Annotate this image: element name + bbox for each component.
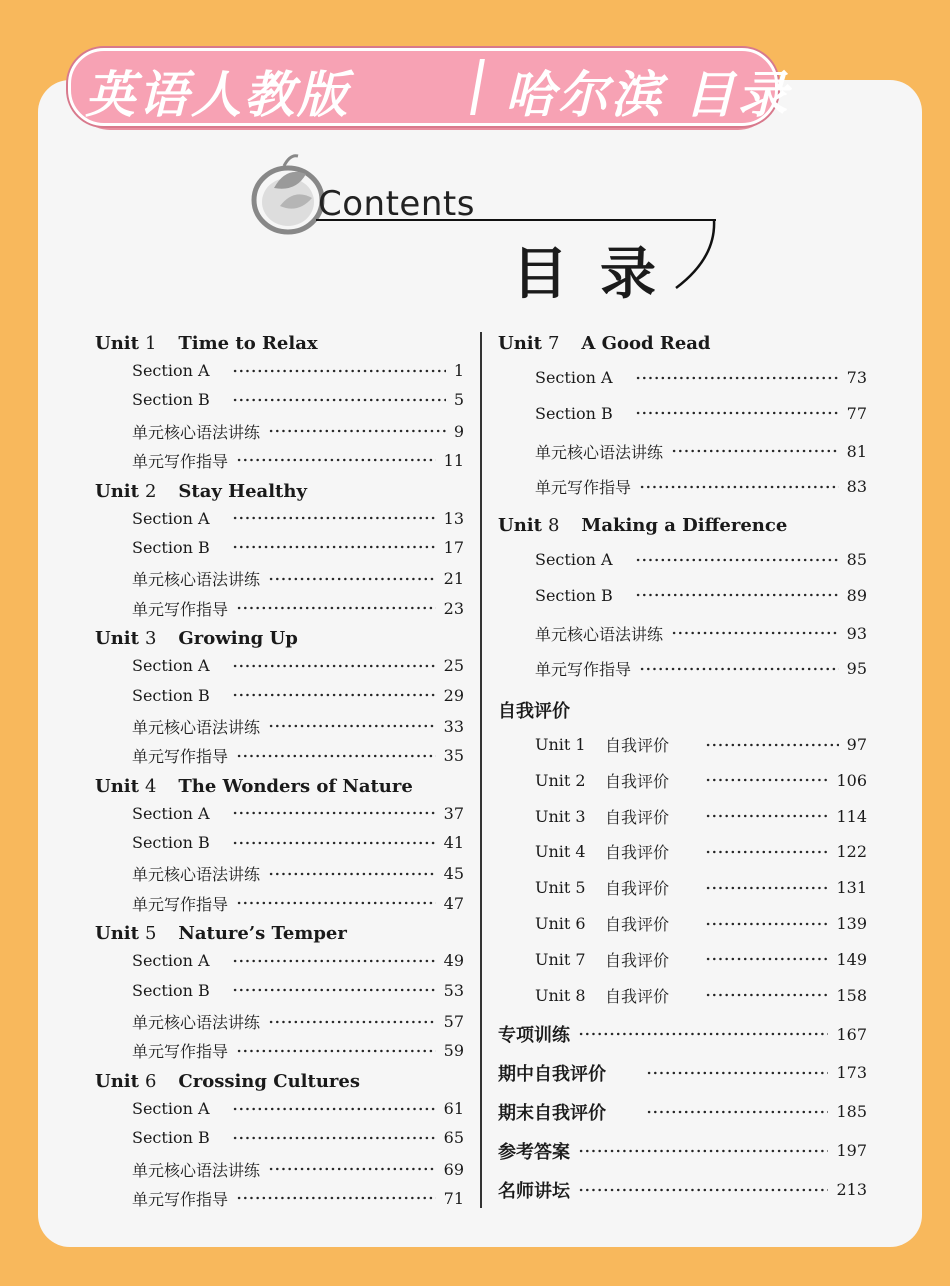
leader-dots [635,404,839,422]
page-number: 167 [836,1024,867,1044]
leader-dots [646,1103,828,1121]
page-number: 9 [453,421,464,441]
leader-dots [232,686,436,704]
toc-entry[interactable] [132,862,464,885]
toc-entry[interactable] [498,1177,867,1203]
unit-word: Unit [95,333,139,354]
page-number: 95 [846,659,867,679]
toc-entry[interactable] [132,1158,464,1181]
page-number: 114 [836,806,867,826]
leader-dots [232,1100,436,1118]
entry-label: 单元写作指导 [132,1042,229,1062]
entry-unit: Unit 4 [535,842,586,862]
entry-label: Section A [132,803,210,823]
toc-entry[interactable] [535,805,867,828]
toc-entry[interactable] [535,622,867,645]
leader-dots [232,834,436,852]
leader-dots [236,1042,436,1060]
leader-dots [705,807,828,825]
leader-dots [705,950,828,968]
page-number: 89 [846,585,867,605]
leader-dots [232,981,436,999]
leader-dots [236,1189,436,1207]
entry-label: 名师讲坛 [498,1180,570,1202]
leader-dots [635,369,839,387]
page-number: 83 [846,477,867,497]
leader-dots [236,599,436,617]
toc-entry[interactable] [132,1099,464,1118]
page-number: 5 [453,390,464,410]
contents-heading: Contents [318,184,475,224]
leader-dots [578,1142,828,1160]
entry-label: Section A [132,1099,210,1118]
leader-dots [268,1013,436,1031]
unit-word: Unit [95,923,139,945]
toc-entry[interactable] [132,686,464,705]
unit-heading [95,628,298,649]
unit-heading [95,1071,360,1092]
leader-dots [705,736,839,754]
page-number: 69 [443,1159,464,1179]
leader-dots [671,624,839,642]
leader-dots [268,570,436,588]
page-number: 17 [443,537,464,557]
leader-dots [578,1025,828,1043]
leader-dots [705,771,828,789]
leader-dots [268,422,446,440]
leader-dots [236,894,436,912]
entry-label: Section A [535,550,613,569]
page-number: 213 [836,1180,867,1200]
toc-entry[interactable] [132,449,464,472]
entry-label: Section B [132,1128,210,1148]
leader-dots [705,843,828,861]
page-number: 37 [443,803,464,823]
page-number: 185 [836,1102,867,1122]
leader-dots [639,478,839,496]
toc-entry[interactable] [498,1138,867,1164]
leader-dots [646,1064,828,1082]
title-banner [68,48,791,126]
page-number: 21 [443,569,464,589]
entry-label: 自我评价 [605,771,670,791]
leader-dots [232,509,436,527]
entry-label: 期中自我评价 [498,1063,606,1085]
page-number: 57 [443,1012,464,1031]
toc-entry[interactable] [132,538,464,557]
page-number: 131 [836,878,867,898]
leader-dots [232,952,436,970]
toc-entry[interactable] [535,657,867,680]
entry-label: 单元核心语法讲练 [132,717,261,737]
toc-entry[interactable] [132,390,464,409]
page-number: 33 [443,716,464,736]
toc-entry[interactable] [498,1099,867,1125]
entry-label: 期末自我评价 [498,1102,606,1124]
leader-dots [635,586,839,604]
page-number: 25 [443,656,464,676]
unit-heading [95,333,318,354]
unit-heading [95,481,307,502]
toc-entry[interactable] [132,420,464,443]
leader-dots [578,1181,828,1199]
page-number: 1 [453,361,464,380]
page-number: 97 [846,735,867,754]
banner-city-title: 哈尔滨 目录 [505,66,791,124]
toc-entry[interactable] [535,440,867,463]
unit-number: 6 [144,1071,157,1092]
page-number: 49 [443,951,464,971]
page-number: 197 [836,1141,867,1161]
entry-unit: Unit 7 [535,949,586,969]
toc-entry[interactable] [535,840,867,863]
page-number: 23 [443,598,464,618]
toc-entry[interactable] [498,1060,867,1086]
entry-label: Section B [535,585,613,605]
unit-number: 8 [547,515,560,536]
leader-dots [236,451,436,469]
toc-entry[interactable] [535,550,867,569]
leader-dots [635,551,839,569]
entry-label: 参考答案 [498,1141,570,1163]
entry-label: Section A [132,508,210,528]
unit-title: Growing Up [178,628,298,650]
page-number: 73 [846,368,867,387]
unit-heading [95,923,347,944]
entry-label: Section B [132,390,210,410]
toc-entry[interactable] [132,951,464,970]
entry-label: 单元写作指导 [132,747,229,767]
leader-dots [232,657,436,675]
page-number: 61 [443,1099,464,1118]
toc-entry[interactable] [132,1039,464,1062]
toc-entry[interactable] [535,769,867,792]
entry-label: 单元写作指导 [132,451,229,471]
leader-dots [639,660,839,678]
page-number: 47 [443,893,464,913]
entry-label: 单元写作指导 [132,599,229,619]
entry-label: 单元写作指导 [535,478,632,498]
unit-heading [498,333,711,354]
page-number: 106 [836,770,867,790]
unit-number: 7 [547,333,560,354]
toc-entry[interactable] [132,1187,464,1210]
entry-label: Section B [132,685,210,705]
entry-unit: Unit 2 [535,770,586,790]
toc-entry[interactable] [132,597,464,620]
entry-label: 专项训练 [498,1025,570,1046]
entry-label: 自我评价 [605,843,670,863]
unit-title: Stay Healthy [178,480,307,502]
toc-entry[interactable] [132,981,464,1000]
entry-unit: Unit 8 [535,985,586,1005]
unit-word: Unit [95,480,139,502]
unit-number: 1 [144,333,157,354]
page-number: 158 [836,985,867,1005]
entry-label: Section A [132,656,210,676]
leader-dots [268,1160,436,1178]
leader-dots [705,879,828,897]
unit-number: 3 [144,628,157,650]
unit-title: Making a Difference [581,515,788,536]
toc-entry[interactable] [132,804,464,823]
toc-entry[interactable] [535,876,867,899]
entry-label: Section B [132,537,210,557]
page-number: 71 [443,1188,464,1208]
leader-dots [232,362,446,380]
entry-label: 自我评价 [605,879,670,899]
entry-label: 自我评价 [605,950,670,970]
entry-label: 单元核心语法讲练 [535,624,664,644]
toc-entry[interactable] [132,892,464,915]
leader-dots [232,804,436,822]
page-number: 45 [443,864,464,884]
entry-label: 单元写作指导 [132,1189,229,1209]
entry-label: 单元写作指导 [535,660,632,680]
toc-entry[interactable] [132,1010,464,1033]
toc-entry[interactable] [535,733,867,756]
leader-dots [671,442,839,460]
toc-entry[interactable] [535,948,867,971]
unit-word: Unit [95,775,139,797]
unit-title: The Wonders of Nature [178,775,413,797]
entry-label: 单元写作指导 [132,894,229,914]
entry-label: 单元核心语法讲练 [132,1013,261,1032]
leader-dots [268,717,436,735]
unit-number: 2 [144,480,157,502]
toc-entry[interactable] [535,912,867,935]
entry-label: Section B [132,833,210,853]
page-number: 65 [443,1128,464,1148]
unit-title: A Good Read [581,333,711,354]
entry-label: 单元核心语法讲练 [535,442,664,462]
leader-dots [232,391,446,409]
entry-label: 单元核心语法讲练 [132,1160,261,1180]
entry-label: 单元核心语法讲练 [132,865,261,885]
page-number: 85 [846,550,867,569]
unit-title: Nature’s Temper [178,923,347,945]
page-number: 41 [443,833,464,853]
entry-label: Section B [132,980,210,1000]
entry-label: Section A [132,951,210,971]
entry-label: 自我评价 [605,807,670,827]
page-number: 77 [846,403,867,423]
mulu-heading: 目录 [512,242,688,307]
page-number: 11 [443,450,464,470]
page-number: 122 [836,842,867,862]
toc-entry[interactable] [535,404,867,423]
toc-entry[interactable] [132,509,464,528]
entry-label: 自我评价 [605,736,670,755]
toc-entry[interactable] [132,567,464,590]
entry-unit: Unit 3 [535,806,586,826]
toc-entry[interactable] [132,361,464,380]
toc-entry[interactable] [535,984,867,1007]
page-number: 35 [443,746,464,766]
unit-title: Crossing Cultures [178,1071,360,1092]
entry-label: 自我评价 [605,915,670,934]
entry-label: 自我评价 [605,986,670,1006]
self-eval-heading: 自我评价 [498,701,570,722]
toc-entry[interactable] [132,1128,464,1147]
banner-divider [470,59,485,115]
banner-edition: 英语人教版 [85,66,350,124]
entry-label: Section A [132,361,210,380]
entry-label: 单元核心语法讲练 [132,422,261,442]
entry-label: 单元核心语法讲练 [132,570,261,590]
toc-entry[interactable] [132,656,464,675]
toc-entry[interactable] [535,368,867,387]
leader-dots [232,1129,436,1147]
page-number: 13 [443,508,464,528]
page-number: 59 [443,1041,464,1061]
leader-dots [232,538,436,556]
toc-entry[interactable] [132,715,464,738]
unit-heading [498,515,787,536]
column-divider [480,332,482,1208]
unit-number: 5 [144,923,157,945]
toc-entry[interactable] [535,475,867,498]
page-number: 93 [846,623,867,643]
toc-entry[interactable] [132,833,464,852]
unit-number: 4 [144,775,157,797]
unit-heading [95,776,413,797]
page-number: 81 [846,441,867,461]
toc-entry[interactable] [132,744,464,767]
leader-dots [236,747,436,765]
page-number: 29 [443,685,464,705]
entry-unit: Unit 1 [535,735,586,754]
entry-unit: Unit 6 [535,914,586,933]
unit-title: Time to Relax [178,333,318,354]
leader-dots [705,915,828,933]
toc-entry[interactable] [535,586,867,605]
unit-word: Unit [498,515,542,536]
unit-word: Unit [95,628,139,650]
entry-unit: Unit 5 [535,878,586,898]
page-number: 53 [443,980,464,1000]
page-number: 173 [836,1063,867,1083]
page-number: 139 [836,914,867,933]
entry-label: Section A [535,368,613,387]
entry-label: Section B [535,403,613,423]
leader-dots [705,986,828,1004]
unit-word: Unit [95,1071,139,1092]
unit-word: Unit [498,333,542,354]
page-number: 149 [836,949,867,969]
leader-dots [268,865,436,883]
toc-entry[interactable] [498,1021,867,1047]
